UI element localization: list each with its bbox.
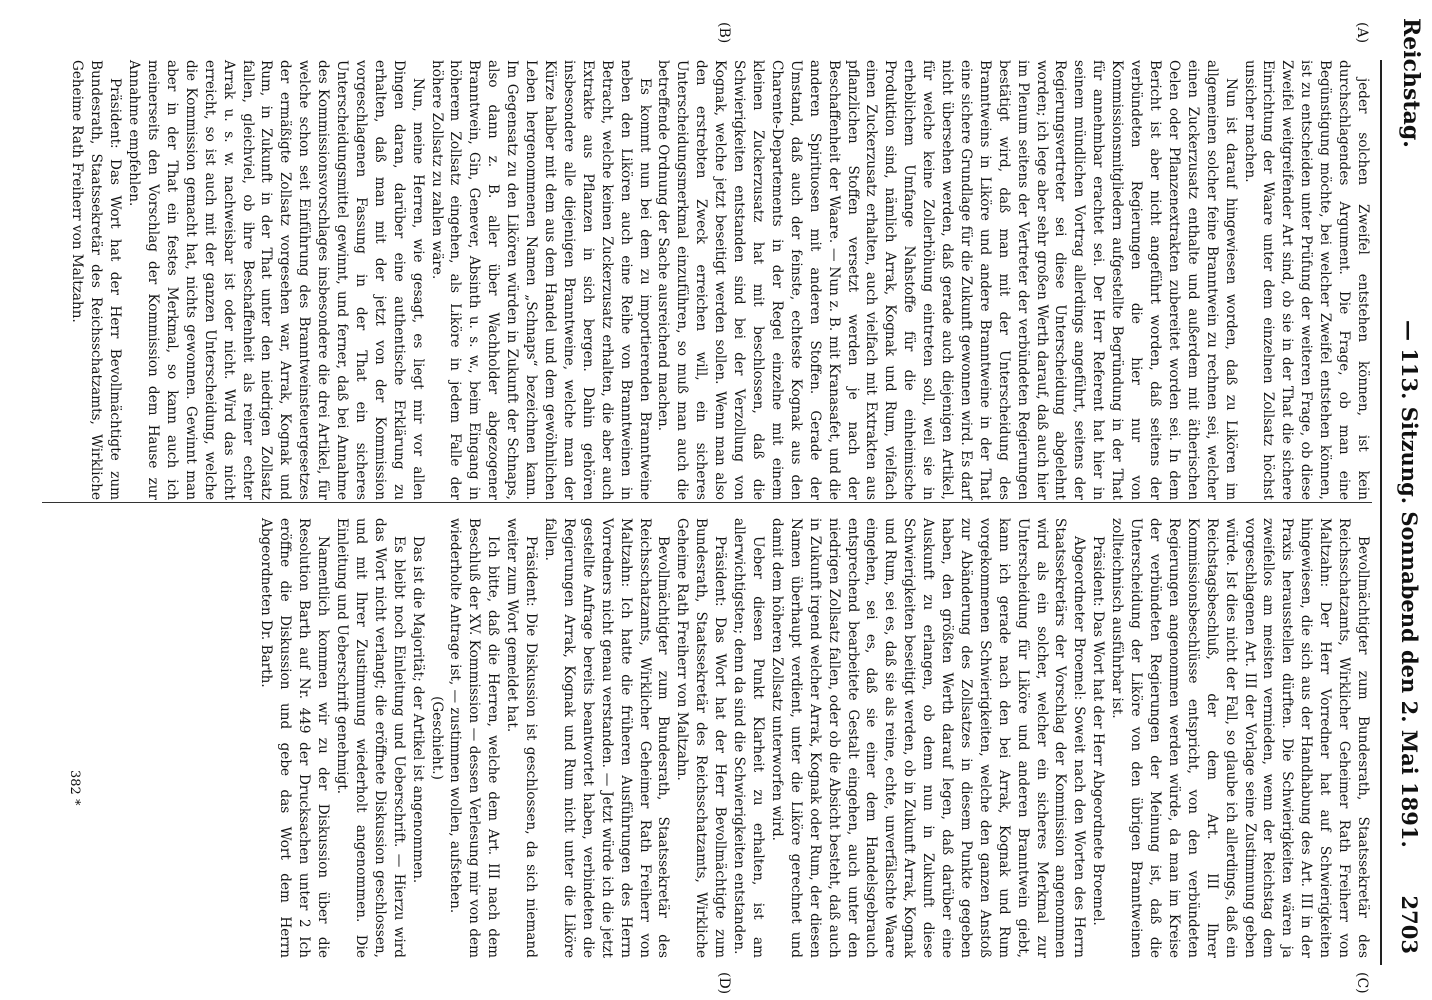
paragraph: Nun ist darauf hingewiesen worden, daß zu Likören im allgemeinen solcher feine Branntwein zu rechnen sei, welcher einen Zuckerzusatz enthalte und außerdem mit ätherischen Oelen oder Pflanzenextrakten zubereitet worden sei. In dem Bericht ist aber nicht angeführt worden, daß seitens der verbündeten Regierungen die hier nur von Kommissionsmitgliedern aufgestellte Begründung in der That für annehmbar erachtet sei. Der Herr Referent hat hier in seinem mündlichen Vortrag allerdings angeführt, seitens der Regierungsvertreter sei diese Unterscheidung abgelehnt worden; ich lege aber sehr großen Werth darauf, daß auch hier im Plenum seitens der Vertreter der verbündeten Regierungen bestätigt wird, daß man mit der Unterscheidung des Branntweins in Liköre und andere Branntweine in der That eine sichere Grundlage für die Zukunft gewonnen wird. Es darf nicht übersehen werden, daß gerade auch diejenigen Artikel, für welche keine Zollerhöhung eintreten soll, weil sie in erheblichem Umfange Nahstoffe für die einheimische Produktion sind, nämlich Arrak, Kognak und Rum, vielfach einen Zuckerzusatz erhalten, auch vielfach mit Extrakten aus pflanzlichen Stoffen versetzt werden je nach der Beschaffenheit der Waare. — Nun z. B. mit Kranasafet, und die anderen Spirituosen mit anderen Stoffen. Gerade der Umstand, daß auch der feinste, echteste Kognak aus den Charente-Departements in der Regel einzelne mit einem kleinen Zuckerzusatz hat mit beschlossen, daß die Schwierigkeiten entstanden sind bei der Verzollung von Kognak, welche jetzt beseitigt werden sollen. Wenn man also den erstrebten Zweck erreichen will, ein sicheres Unterscheidungsmerkmal einzuführen, so muß man auch die betreffende Ordnung der Sache ausreichend machen.: [655, 60, 1239, 500]
margin-marker-c: (C): [1354, 972, 1370, 994]
paragraph: Präsident: Das Wort hat der Herr Abgeordnete Broemel.: [1090, 536, 1107, 926]
paragraph: Bevollmächtigter zum Bundesrath, Staatssekretär des Reichsschatzamts, Wirklicher Geheimer Rath Freiherr von Maltzahn: Der Herr Vorredner hat auf Schwierigkeiten hingewiesen, die sich aus der Handhabung des Art. III in der Praxis herausstellen dürften. Die Schwierigkeiten wären ja zweifellos am meisten vermieden, wenn der Reichstag dem vorgeschlagenen Art. III der Vorlage seine Zustimmung geben würde. Ist dies nicht der Fall, so glaube ich allerdings, daß ein Reichstagsbeschluß, der dem Art. III Ihrer Kommissionsbeschlüsse entspricht, von den verbündeten Regierungen angenommen werden würde, da man im Kreise der verbündeten Regierungen der Meinung ist, daß die Unterscheidung der Liköre von den übrigen Branntweinen zollteichnisch ausführbar ist.: [1109, 518, 1371, 958]
paragraph: Abgeordneter Broemel: Soweit nach den Worten des Herrn Staatssekretärs der Vorschlag der Kommission angenommen wird als ein solcher, welcher ein sicheres Merkmal zur Unterscheidung für Liköre und anderen Branntwein giebt, kann ich gerade nach den bei Arrak, Kognak und Rum vorgekommenen Schwierigkeiten, welche den ganzen Anstoß zur Abänderung des Zollsatzes in diesem Punkte gegeben haben, den größten Werth darauf legen, daß darüber eine Auskunft zu erlangen, ob denn nun in Zukunft diese Schwierigkeiten beseitigt werden, ob in Zukunft Arrak, Kognak und Rum, sei es, daß sie als reine, echte, unverfälschte Waare eingehen, sei es, daß sie einer dem Handelsgebrauch entsprechend bearbeitete Gestalt eingehen, auch unter den niedrigen Zollsatz fallen, oder ob die Absicht besteht, daß auch in Zukunft irgend welcher Arrak, Kognak oder Rum, der diesen Namen überhaupt verdient, unter die Liköre gerechnet und damit dem höheren Zollsatz unterworfen wird.: [768, 518, 1088, 958]
paragraph: Das ist die Majorität; der Artikel ist angenommen.: [409, 536, 426, 884]
page-header: [1362, 0, 1432, 1000]
column-rule: [42, 502, 1372, 503]
page-reference: 382 *: [67, 770, 82, 806]
page-number: 2703: [1397, 895, 1422, 954]
right-column: [257, 518, 1372, 958]
paragraph: jeder solchen Zweifel entstehen können, ist kein durchschlagendes Argument. Die Frage, ob man eine Begünstigung möchte, bei welcher Zweifel entstehen können, ist zu entscheiden unter Prüfung der weiteren Frage, ob diese Zweifel weitgreifender Art sind, ob sie in der That die sichere Einrichtung der Waare unter dem einzelnen Zollsatz höchst unsicher machen.: [1241, 60, 1371, 500]
margin-marker-d: (D): [716, 972, 732, 995]
left-column: [67, 60, 1372, 500]
header-center: — 113. Sitzung. Sonnabend den 2. Mai 1891.: [1397, 320, 1422, 848]
paragraph: Namentlich kommen wir zu der Diskussion über die Resolution Barth auf Nr. 449 der Drucksachen unter 2 Ich eröffne die Diskussion und gebe das Wort dem Herrn Abgeordneten Dr. Barth.: [258, 518, 332, 958]
paragraph: Präsident: Die Diskussion ist geschlossen, da sich niemand weiter zum Wort gemeldet hat.: [504, 518, 540, 958]
margin-marker-b: (B): [716, 22, 732, 44]
header-left: Reichstag.: [1398, 18, 1424, 148]
paragraph: Präsident: Das Wort hat der Herr Bevollmächtigte zum Bundesrath, Staatssekretär des Reichsschatzamts, Wirkliche Geheime Rath Freiherr von Maltzahn.: [674, 518, 729, 958]
paragraph: Ueber diesen Punkt Klarheit zu erhalten, ist am allerwichtigsten; denn da sind die Schwierigkeiten entstanden.: [731, 518, 766, 958]
paragraph: Ich bitte, daß die Herren, welche dem Art. III nach dem Beschluß der XV. Kommission — dessen Verlesung mir von dem wiederholte Antrage ist, — zustimmen wollen, aufstehen.: [447, 518, 502, 958]
paragraph: Bevollmächtigter zum Bundesrath, Staatssekretär des Reichsschatzamts, Wirklicher Geheimer Rath Freiherr von Maltzahn: Ich hatte die früheren Ausführungen des Herrn Vorredners nicht genau verstanden. — Jetzt würde ich die jetzt gestellte Anfrage bereits beantwortet haben, verbindeten die Regierungen Arrak, Kognak und Rum nicht unter die Liköre fallen.: [542, 518, 672, 958]
paragraph: Nun, meine Herren, wie gesagt, es liegt mir vor allen Dingen daran, darüber eine authentische Erklärung zu erhalten, daß man mit der jetzt von der Kommission vorgeschlagenen Fassung in der That ein sicheres Unterscheidungsmittel gewinnt, und ferner, daß bei Annahme des Kommissionsvorschlages insbesondere die drei Artikel, für welche schon seit Einführung des Branntweinsteuergesetzes der ermäßigte Zollsatz vorgesehen war, Arrak, Kognak und Rum, in Zukunft in der That unter den niedrigen Zollsatz fallen, gleichviel, ob ihre Beschaffenheit als reiner echter Arrak u. s. w. nachweisbar ist oder nicht. Wird das nicht erreicht, so ist auch mit der ganzen Unterscheidung, welche die Kommission gemacht hat, nichts gewonnen. Gewinnt man aber in der That ein festes Merkmal, so kann auch ich meinerseits den Vorschlag der Kommission dem Hause zur Annahme empfehlen.: [126, 60, 426, 500]
header-rule: [1380, 60, 1382, 965]
margin-marker-a: (A): [1354, 22, 1370, 44]
paragraph: Es kommt nun bei dem zu importierenden Branntweine neben den Likören auch eine Reihe von Branntweinen in Betracht, welche keinen Zuckerzusatz erhalten, die aber auch Extrakte aus Pflanzen in sich bergen. Dahin gehören insbesondere alle diejenigen Branntweine, welche man der Kürze halber mit dem aus dem Handel und dem gewöhnlichen Leben hergenommenen Namen „Schnaps“ bezeichnen kann. Im Gegensatz zu den Likören würden in Zukunft der Schnaps, also dann z. B. aller über Wachholder abgezogener Branntwein, Gin, Genever, Absinth u. s. w., beim Eingang in höherem Zollsatz eingehen, als Liköre in jedem Falle der höhere Zollsatz zu zahlen wäre.: [428, 60, 653, 500]
paragraph: Präsident: Das Wort hat der Herr Bevollmächtigte zum Bundesrath, Staatssekretär des Reichsschatzamts, Wirkliche Geheime Rath Freiherr von Maltzahn.: [69, 60, 124, 500]
paragraph: Es bleibt noch Einleitung und Ueberschrift. — Hierzu wird das Wort nicht verlangt; die eröffnete Diskussion geschlossen, und mit Ihrer Zustimmung wiederholt angenommen. Die Einleitung und Ueberschrift genehmigt.: [334, 518, 407, 958]
paragraph: (Geschieht.): [428, 696, 445, 780]
